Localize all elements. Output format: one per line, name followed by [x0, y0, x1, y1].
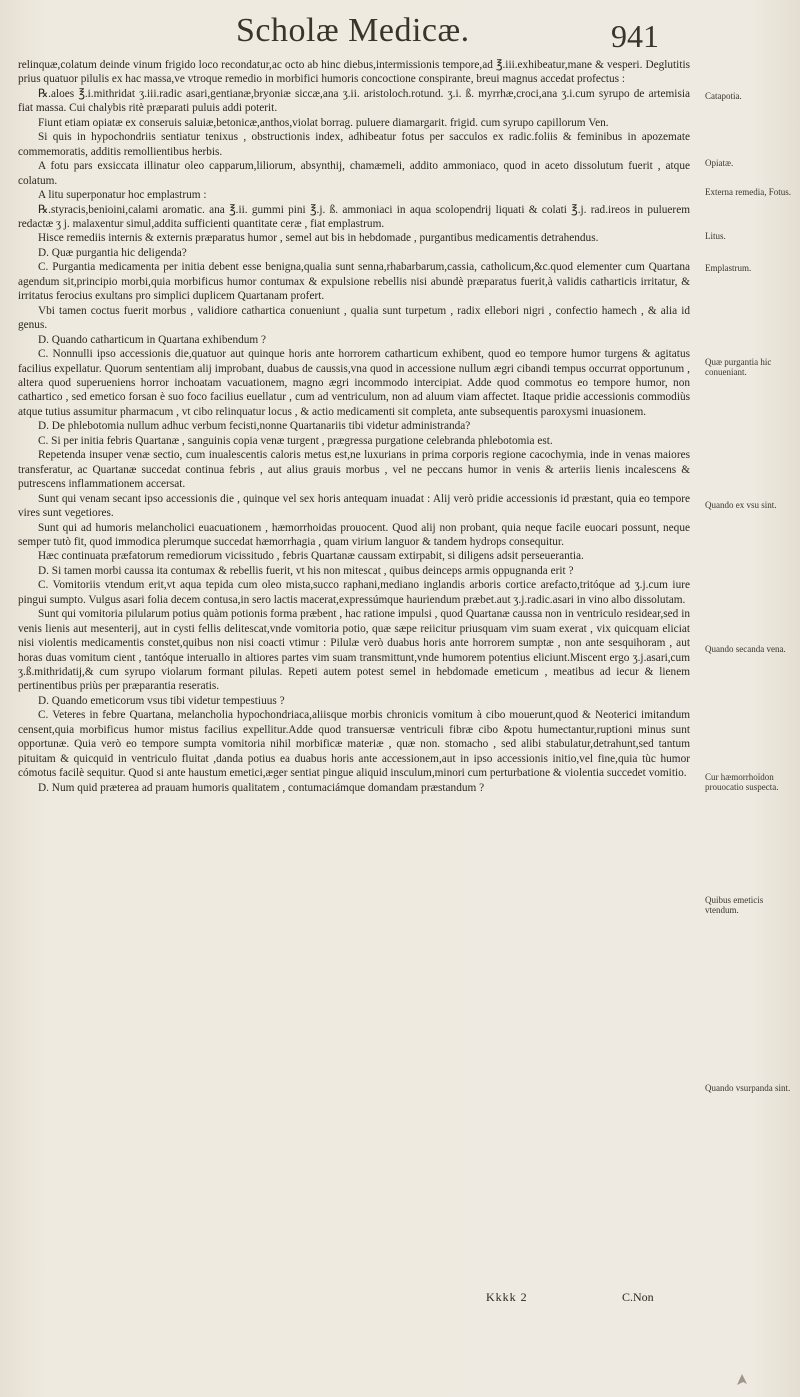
paragraph: D. Si tamen morbi caussa ita contumax & rebellis fuerit, vt his non mitescat , quibus deinceps armis oppugnanda erit ?	[38, 564, 574, 577]
paragraph: Sunt qui ad humoris melancholici euacuationem , hæmorrhoidas prouocent. Quod alij non probant, quia neque facile euocari possunt, neque semper tutò fit, quod immodica plerumque succedat hæmorrhagia , quam virium languor & tandem hydrops consequitur.	[18, 521, 690, 548]
running-title: Scholæ Medicæ.	[236, 12, 470, 49]
paragraph: ℞.styracis,benioini,calami aromatic. ana ℥.ii. gummi pini ℥.j. ß. ammoniaci in aqua scolopendrij liquati & colati ℥.j. rad.ireos in puluerem redactæ ʒ j. malaxentur simul,addita sufficienti quantitate ceræ , fiat emplastrum.	[18, 203, 690, 230]
paragraph: Repetenda insuper venæ sectio, cum inualescentis caloris metus est,ne luxurians in prima corporis regione cacochymia, inde in venas maiores transferatur, ac Quartanæ succedat continua febris , aut alius grauis morbus , vel ne peccans humor in venis & arteriis lienis incalescens & putrescens inflammationem accersat.	[18, 449, 690, 491]
margin-note: Quando ex vsu sint.	[705, 500, 777, 510]
margin-note: Opiatæ.	[705, 158, 734, 168]
catchword: C.Non	[622, 1290, 654, 1304]
paragraph: A fotu pars exsiccata illinatur oleo capparum,liliorum, absynthij, chamæmeli, addito ammoniaco, quod in aceto dissolutum fuerit , atque colatum.	[18, 160, 690, 187]
page-footer	[0, 1290, 800, 1310]
margin-note: Cur hæmorrhoïdon prouocatio suspecta.	[705, 772, 779, 792]
signature-mark: Kkkk 2	[486, 1290, 528, 1304]
margin-note: Emplastrum.	[705, 263, 752, 273]
paragraph: D. Quæ purgantia hic deligenda?	[38, 246, 187, 259]
margin-note: Quæ purgantia hic conueniant.	[705, 357, 772, 377]
paragraph: C. Vomitoriis vtendum erit,vt aqua tepida cum oleo mista,succo raphani,mediano inglandis arboris cortice arefacto,tritóque ad ʒ.j.cum iure pingui sumpto. Vulgus asari folia decem contusa,in sero lactis macerat,expressúmque hauriendum præbet.aut ʒ.j.radic.asari in vino albo dissolutam.	[18, 579, 690, 606]
paragraph: Hæc continuata præfatorum remediorum vicissitudo , febris Quartanæ caussam extirpabit, si diligens adsit perseuerantia.	[38, 550, 584, 563]
paragraph: Si quis in hypochondriis sentiatur tenixus , obstructionis index, adhibeatur fotus per sacculos ex radic.foliis & feminibus in apozemate commemoratis, additis remollientibus herbis.	[18, 131, 690, 158]
margin-note: Litus.	[705, 231, 726, 241]
main-text	[18, 58, 690, 795]
paragraph: C. Si per initia febris Quartanæ , sanguinis copia venæ turgent , prægressa purgatione celebranda phlebotomia est.	[38, 434, 553, 447]
margin-note: Quando vsurpanda sint.	[705, 1083, 791, 1093]
paragraph: Hisce remediis internis & externis præparatus humor , semel aut bis in hebdomade , purgantibus medicamentis detrahendus.	[38, 232, 599, 245]
running-header	[0, 12, 800, 52]
paragraph: A litu superponatur hoc emplastrum :	[38, 189, 207, 202]
paragraph: relinquæ,colatum deinde vinum frigido loco recondatur,ac octo ab hinc diebus,intermissionis tempore,ad ℥.iii.exhibeatur,mane & vesperi. Deglutitis prius quatuor pilulis ex hac massa,ve vtroque remedio in morbifici humoris concoctione conspirante, breui magnus accedat profectus :	[18, 59, 690, 86]
margin-note: Externa remedia, Fotus.	[705, 187, 791, 197]
margin-note: Quando secanda vena.	[705, 644, 786, 654]
paragraph: D. Quando emeticorum vsus tibi videtur tempestiuus ?	[38, 694, 285, 707]
paragraph: Fiunt etiam opiatæ ex conseruis saluiæ,betonicæ,anthos,violat borrag. puluere diamargarit. frigid. cum syrupo capillorum Ven.	[38, 116, 609, 129]
paragraph: C. Veteres in febre Quartana, melancholia hypochondriaca,aliisque morbis chronicis vomitum à cibo mouerunt,quod & Neoterici imitandum censent,quia morbificus humor mistus facilius expellitur.Adde quod transuersæ ventriculi fibræ cibo &potu humectantur,ruptioni minus sunt opportunæ. Quia verò eo tempore sumpta vomitoria nihil morbificæ materiæ , quæ non. stomacho , sed alibi stabulatur,detrahunt,sed tantum pituitam & quicquid in ventriculo fluitat ,danda potius ea duabus horis ante accessionem,aut in ipso accessionis initio,vel fine,quia tùc humor cómotus facilè sequitur. Quod si ante haustum emetici,æger sentiat pingue aliquid insculum,minori cum perturbatione & violentia succedet vomitio.	[18, 709, 690, 780]
paragraph: Vbi tamen coctus fuerit morbus , validiore cathartica conueniunt , qualia sunt turpetum , radix ellebori nigri , confectio hamech , & alia id genus.	[18, 304, 690, 332]
margin-note: Catapotia.	[705, 91, 742, 101]
paragraph: C. Nonnulli ipso accessionis die,quatuor aut quinque horis ante horrorem catharticum exhibent, quod eo tempore humor turgens & agitatus facilius expellatur. Quorum sententiam alij improbant, duabus de caussis,vna quod in accessione nullum ægri cibandi tempus occurrat opportunum , altera quod superueniens horror inchoatam vacuationem, magno ægri incommodo intercipiat. Adde quod commotus eo tempore humor, non cathartico , sed emetico forsan è suo foco facilius euellatur , cum ad ventriculum, non ad aluum viam affectet. Itaque pridie accessionis commodiùs atque tutius assumitur pharmacum , vt cibo relinquatur locus , & actio medicamenti sit completa, ante subsequentis paroxysmi inuasionem.	[18, 348, 690, 418]
margin-note: Quibus emeticis vtendum.	[705, 895, 764, 915]
paragraph: D. De phlebotomia nullum adhuc verbum fecisti,nonne Quartanariis tibi videtur administranda?	[38, 420, 471, 433]
paragraph: Sunt qui venam secant ipso accessionis die , quinque vel sex horis antequam inuadat : Alij verò pridie accessionis id præstant, quia eo tempore vires sunt vegetiores.	[18, 492, 690, 520]
paragraph: Sunt qui vomitoria pilularum potius quàm potionis forma præbent , hac ratione impulsi , quod Quartanæ caussa non in ventriculo residear,sed in venis lienis aut mesenterij, aut in cysti fellis delitescat,vnde vomitoria potio, quæ sæpe reiicitur priusquam vim suam exerat , vix quicquam eliciat nisi violentis medicamentis constet,quibus non nisi coacti vtimur : Pilulæ verò duabus horis ante horrorem sumptæ , non ante sesquihoram , aut horas duas vomitum cient , tantóque interuallo in altiores partes vim suam transmittunt,vnde humorem potentius eliciunt.Miscent ergo ʒ.j.asari,cum ʒ.ß.mithridatij,& cum syrupo violarum formant pilulas. Repeti autem potest semel in hebdomade emeticum , meatibus ad iecur & lienem pertinentibus priùs per præparantia reseratis.	[18, 608, 690, 693]
paragraph: C. Purgantia medicamenta per initia debent esse benigna,qualia sunt senna,rhabarbarum,cassia, catholicum,&c.quod elementer cum Quartana agendum sit,principio morbi,quia morbificus humor contumax & expulsione rebellis nisi abundè præparatus fuerit,à validis catharticis irritatur, & irritatus ferocius exultans pro simplici duplicem Quartanam profert.	[18, 261, 690, 303]
page-number: 941	[611, 18, 659, 54]
paragraph: D. Num quid præterea ad prauam humoris qualitatem , contumaciámque domandam præstandum ?	[38, 781, 485, 794]
paragraph: D. Quando catharticum in Quartana exhibendum ?	[38, 333, 267, 346]
paragraph: ℞.aloes ℥.i.mithridat ʒ.iii.radic asari,gentianæ,bryoniæ siccæ,ana ʒ.ii. aristoloch.rotund. ʒ.i. ß. myrrhæ,croci,ana ʒ.i.cum syrupo de artemisia fiat massa. Cui chalybis ritè præparati puluis addi poterit.	[18, 87, 690, 115]
ink-blot-icon	[734, 1372, 750, 1388]
